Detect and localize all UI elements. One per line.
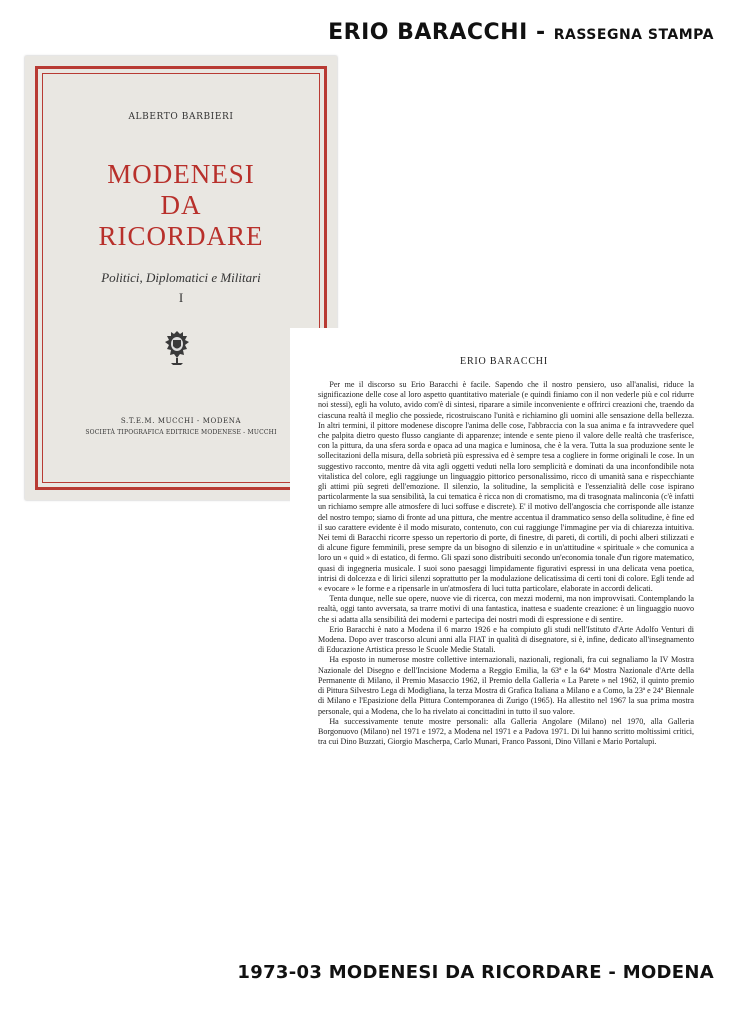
article-paragraph: Erio Baracchi è nato a Modena il 6 marzo 1926 e ha compiuto gli studi nell'Istituto d'Arte Adolfo Venturi di Modena. Dopo aver trascorso alcuni anni alla FIAT in qualità di disegnatore, si è, infine, dedicato all'insegnamento di Educazione Artistica presso le Scuole Medie Statali. — [318, 624, 694, 655]
article-body — [318, 380, 694, 747]
article-paragraph: Per me il discorso su Erio Baracchi è facile. Sapendo che il nostro pensiero, uso all'analisi, riduce la significazione delle cose al loro aspetto quantitativo materiale (e quindi finiamo con il non vederle più e col ridurre noi stessi), egli ha voluto, avido com'è di sintesi, riparare a simile inconveniente e offrirci creazioni che, traendo da ciascuna realtà il meglio che possiede, ricostruiscano l'unità e richiamino gli uomini alle sensazione della bellezza. In altri termini, il pittore modenese discopre l'anima delle cose, l'abbraccia con la sua anima e fa intravvedere quel che palpita dietro questo flusso cangiante di apparenze; intende e sente pieno il valore delle realtà che trasferisce, con la pittura, da una sfera sorda e opaca ad una magica e luminosa, che è la vera. Tutta la sua produzione sente le sollecitazioni della misura, della sobrietà più espressiva ed è sempre tesa a cogliere in forme originali le cose. In un suggestivo racconto, mentre dà vita agli oggetti veduti nella loro semplicità e dominati da una inconfondibile nota vitalistica del colore, egli raggiunge un linguaggio pittorico personalissimo, ricco di umanità sana e rispecchiante gli attimi più segreti dell'emozione. Il silenzio, la solitudine, la semplicità e l'essenzialità delle cose ispirano particolarmente la sua sensibilità, la cui tematica è ricca non di cromatismo, ma di trasognata malinconia (c'è infatti un richiamo sempre alle atmosfere di luci soffuse e discrete). E' il motivo dell'angoscia che corrisponde alle istanze del nostro tempo; siamo di fronte ad una pittura, che mentre accentua il drammatico senso della solitudine, è fine ed il suo carattere evidente è il modo misurato, contenuto, con cui raggiunge l'immagine per via di chiarezza intuitiva. Nei temi di Baracchi ricorre spesso un repertorio di porte, di finestre, di pareti, di cortili, di pochi alberi stilizzati e di alcune figure femminili, prese sempre da un bisogno di silenzio e in un'attitudine « spirituale » che comunica a loro un « quid » di estatico, di fermo. Gli spazi sono distribuiti secondo un'economia tonale d'un rigore matematico, quasi di ingegneria musicale. I suoi sono paesaggi limpidamente figurativi espressi in una delicata vena poetica, intrisi di dolcezza e di lirici silenzi soprattutto per la modulazione delicatissima di certi toni di colore. Egli tende ad « evocare » le forme e a ripensarle in un'atmosfera di luci tutta particolare, elaborate in accordi delicati. — [318, 380, 694, 594]
coat-of-arms-icon — [163, 330, 191, 366]
cover-title-line-1: MODENESI — [107, 159, 255, 189]
article-paragraph: Tenta dunque, nelle sue opere, nuove vie di ricerca, con mezzi moderni, ma non improvvisati. Contemplando la realtà, oggi tanto avversata, sa trarre motivi di una fantastica, inattesa e suadente creazione: è un linguaggio nuovo che si adatta alla sensibilità dei moderni e partecipa dei nostri modi di espressione e di sentire. — [318, 594, 694, 624]
header-separator: - — [527, 20, 554, 45]
header-subtitle: RASSEGNA STAMPA — [553, 27, 714, 43]
article-paragraph: Ha esposto in numerose mostre collettive internazionali, nazionali, regionali, fra cui segnaliamo la IV Mostra Nazionale del Disegno e dell'Incisione Moderna a Reggio Emilia, la 63ª e la 64ª Mostra Nazionale d'Arte della Permanente di Milano, il Premio Masaccio 1962, il Premio della Galleria « La Parete » nel 1962, il quinto premio di Pittura Silvestro Lega di Modigliana, la terza Mostra di Grafica Italiana a Milano e a Como, la 23ª e 24ª Biennale di Milano e l'Epasizione della Pittura Contemporanea di Zurigo (1965). Ha allestito nel 1967 la sua prima mostra personale, qui a Modena, che lo ha rivelato ai concittadini in tutto il suo valore. — [318, 655, 694, 716]
cover-printer: SOCIETÀ TIPOGRAFICA EDITRICE MODENESE - MUCCHI — [85, 429, 277, 436]
header-title: ERIO BARACCHI — [328, 20, 528, 45]
cover-volume: I — [178, 290, 184, 305]
cover-author: ALBERTO BARBIERI — [128, 112, 234, 122]
footer-caption: 1973-03 MODENESI DA RICORDARE - MODENA — [237, 962, 714, 983]
cover-title-line-2: DA — [160, 190, 202, 220]
cover-publisher: S.T.E.M. MUCCHI - MODENA — [120, 417, 242, 425]
cover-title-line-3: RICORDARE — [98, 221, 264, 251]
article-page — [290, 328, 718, 940]
page-header — [328, 20, 714, 45]
cover-title — [25, 159, 337, 252]
cover-subtitle: Politici, Diplomatici e Militari — [101, 270, 261, 285]
article-title: ERIO BARACCHI — [460, 356, 548, 367]
article-paragraph: Ha successivamente tenute mostre personali: alla Galleria Angolare (Milano) nel 1970, alla Galleria Borgonuovo (Milano) nel 1971 e 1972, a Modena nel 1971 e a Padova 1971. Di lui hanno scritto moltissimi critici, tra cui Dino Buzzati, Giorgio Mascherpa, Carlo Munari, Franco Passoni, Dino Villani e Mario Portalupi. — [318, 716, 694, 747]
